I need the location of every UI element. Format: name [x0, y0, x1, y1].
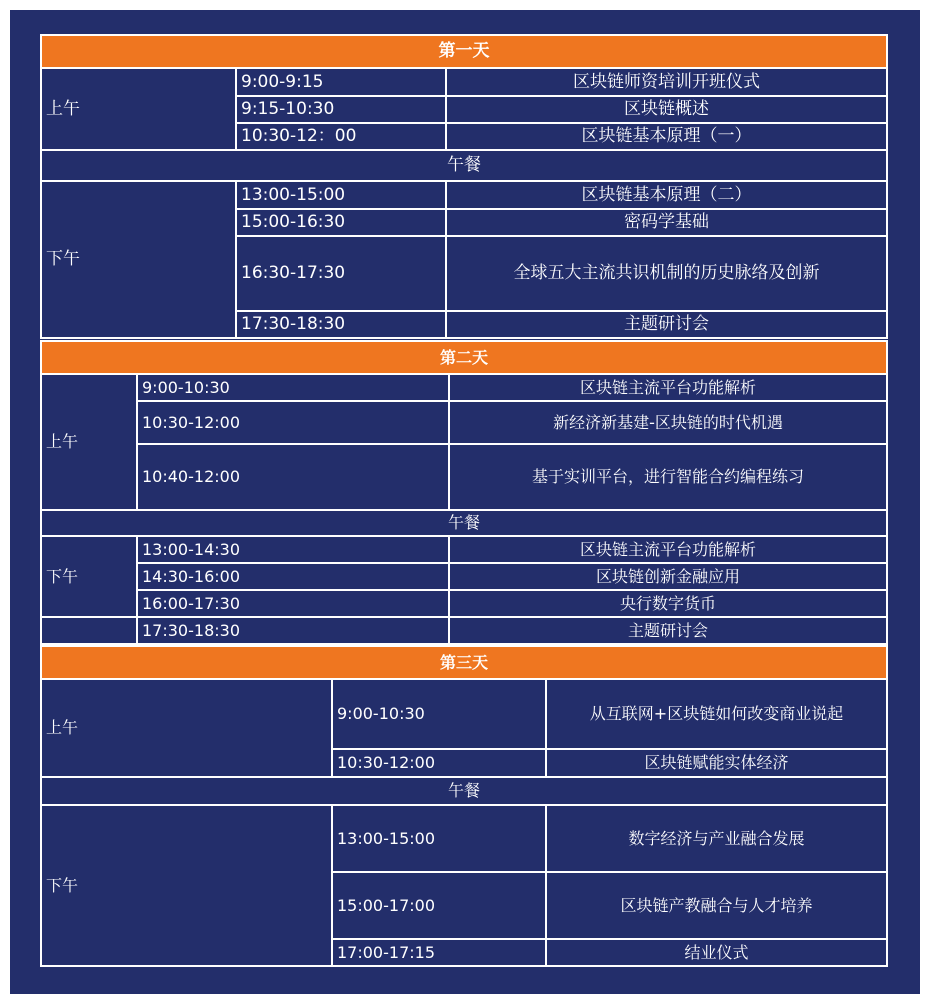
session-topic: 结业仪式	[546, 939, 887, 966]
session-time: 16:30-17:30	[236, 236, 446, 311]
lunch-row: 午餐	[41, 150, 887, 181]
session-topic: 新经济新基建-区块链的时代机遇	[449, 401, 887, 444]
session-topic: 密码学基础	[446, 209, 887, 236]
session-topic: 区块链主流平台功能解析	[449, 536, 887, 563]
session-topic: 全球五大主流共识机制的历史脉络及创新	[446, 236, 887, 311]
session-time: 13:00-14:30	[137, 536, 449, 563]
schedule-panel	[10, 10, 920, 994]
session-time: 10:30-12：00	[236, 123, 446, 150]
session-topic: 区块链师资培训开班仪式	[446, 68, 887, 96]
session-time: 9:15-10:30	[236, 96, 446, 123]
session-topic: 区块链基本原理（一）	[446, 123, 887, 150]
session-time: 10:40-12:00	[137, 444, 449, 510]
session-topic: 央行数字货币	[449, 590, 887, 617]
day-header: 第一天	[41, 35, 887, 68]
period-morning: 上午	[41, 679, 332, 777]
day-3-table	[40, 645, 888, 967]
empty-cell	[41, 617, 137, 644]
session-time: 13:00-15:00	[236, 181, 446, 209]
lunch-row: 午餐	[41, 510, 887, 536]
session-topic: 区块链基本原理（二）	[446, 181, 887, 209]
session-time: 17:00-17:15	[332, 939, 546, 966]
session-time: 16:00-17:30	[137, 590, 449, 617]
lunch-row: 午餐	[41, 777, 887, 805]
session-time: 14:30-16:00	[137, 563, 449, 590]
session-topic: 主题研讨会	[449, 617, 887, 644]
session-time: 10:30-12:00	[332, 749, 546, 777]
session-topic: 从互联网+区块链如何改变商业说起	[546, 679, 887, 749]
day-1-table	[40, 34, 888, 339]
session-topic: 区块链创新金融应用	[449, 563, 887, 590]
day-2-table	[40, 340, 888, 645]
period-morning: 上午	[41, 374, 137, 510]
session-topic: 数字经济与产业融合发展	[546, 805, 887, 872]
session-topic: 主题研讨会	[446, 311, 887, 338]
session-time: 9:00-10:30	[332, 679, 546, 749]
session-time: 13:00-15:00	[332, 805, 546, 872]
session-topic: 区块链概述	[446, 96, 887, 123]
session-time: 9:00-9:15	[236, 68, 446, 96]
day-header: 第三天	[41, 646, 887, 679]
session-topic: 区块链赋能实体经济	[546, 749, 887, 777]
day-header: 第二天	[41, 341, 887, 374]
session-time: 15:00-17:00	[332, 872, 546, 939]
session-topic: 基于实训平台，进行智能合约编程练习	[449, 444, 887, 510]
session-time: 10:30-12:00	[137, 401, 449, 444]
session-time: 9:00-10:30	[137, 374, 449, 401]
session-topic: 区块链主流平台功能解析	[449, 374, 887, 401]
session-time: 15:00-16:30	[236, 209, 446, 236]
period-afternoon: 下午	[41, 181, 236, 338]
session-time: 17:30-18:30	[137, 617, 449, 644]
session-time: 17:30-18:30	[236, 311, 446, 338]
session-topic: 区块链产教融合与人才培养	[546, 872, 887, 939]
period-afternoon: 下午	[41, 805, 332, 966]
period-afternoon: 下午	[41, 536, 137, 617]
period-morning: 上午	[41, 68, 236, 150]
